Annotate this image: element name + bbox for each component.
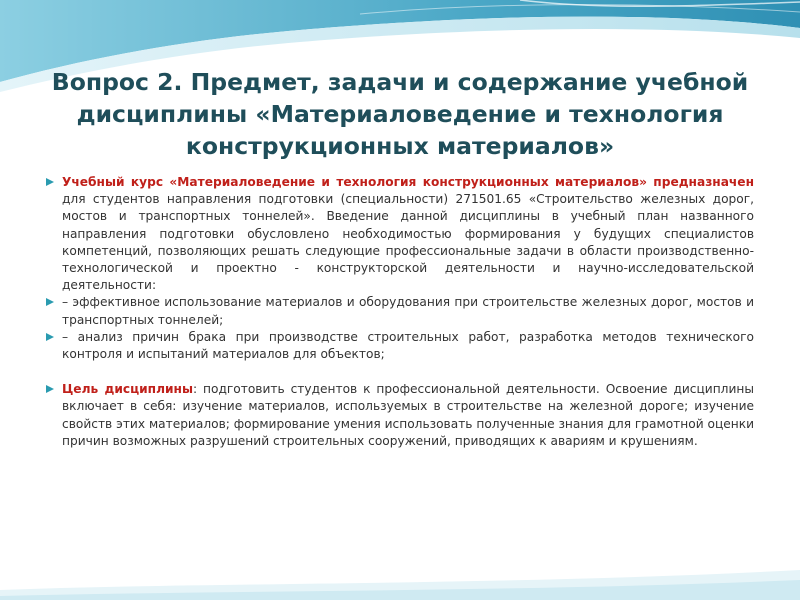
bullet-item (46, 329, 754, 363)
bullet-arrow-icon (46, 333, 54, 341)
bullet-text: для студентов направления подготовки (специальности) 271501.65 «Строительство железных дорог, мостов и транспортных тоннелей». Введение данной дисциплины в учебный план названного направления подготовки обусловлено необходимостью формирования у будущих специалистов компетенций, позволяющих решать следующие профессиональные задачи в области производственно-технологической и проектно - конструкторской деятельности и научно-исследовательской деятельности: (62, 192, 754, 293)
bullet-highlight: Учебный курс «Материаловедение и технология конструкционных материалов» предназначен (62, 175, 754, 189)
bullet-arrow-icon (46, 178, 54, 186)
bullet-arrow-icon (46, 298, 54, 306)
bullet-highlight: Цель дисциплины (62, 382, 193, 397)
bullet-item (46, 381, 754, 450)
footer-wave-decoration (0, 560, 800, 600)
bullet-item (46, 174, 754, 294)
slide-body (46, 174, 754, 450)
slide-title: Вопрос 2. Предмет, задачи и содержание учебной дисциплины «Материаловедение и технология конструкционных материалов» (51, 68, 749, 160)
bullet-item (46, 294, 754, 328)
bullet-text: – анализ причин брака при производстве строительных работ, разработка методов технического контроля и испытаний материалов для объектов; (62, 329, 754, 362)
bullet-text: : подготовить студентов к профессиональной деятельности. Освоение дисциплины включает в себя: изучение материалов, используемых в строительстве на железной дороге; изучение свойств этих материалов; формирование умения использовать полученные знания для грамотной оценки причин возможных разрушений строительных сооружений, приводящих к авариям и крушениям. (62, 382, 754, 448)
bullet-text: – эффективное использование материалов и оборудования при строительстве железных дорог, мостов и транспортных тоннелей; (62, 295, 754, 327)
bullet-arrow-icon (46, 385, 54, 393)
